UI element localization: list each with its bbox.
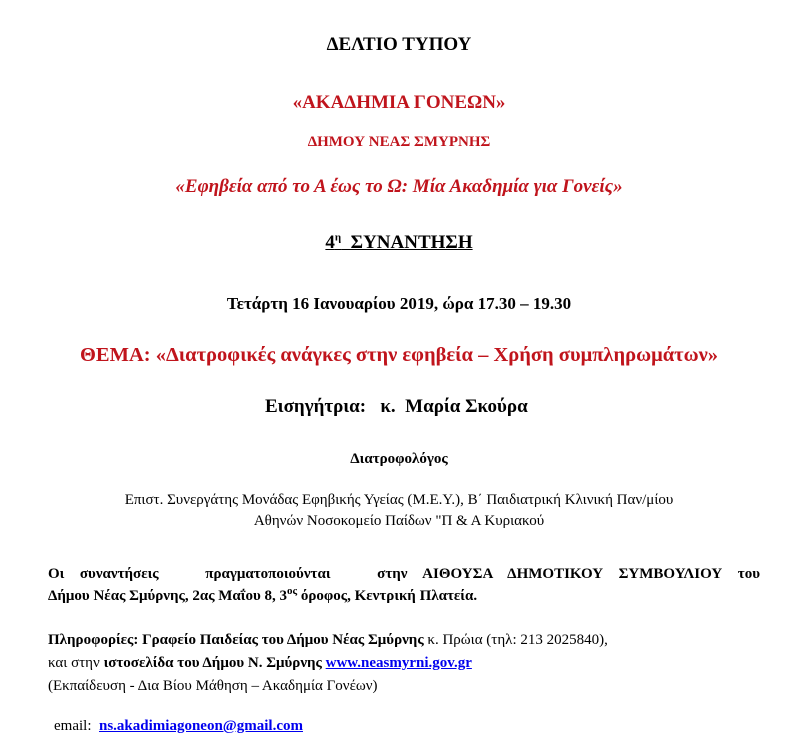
document-heading: ΔΕΛΤΙΟ ΤΥΠΟΥ [326, 34, 472, 55]
venue-line-2 [48, 585, 478, 605]
venue-address: Δήμου Νέας Σμύρνης, 2ας Μαΐου 8, 3 [48, 588, 287, 604]
website-label: ιστοσελίδα του Δήμου Ν. Σμύρνης [103, 655, 322, 671]
website-link[interactable]: www.neasmyrni.gov.gr [325, 655, 472, 671]
topic-title: ΘΕΜΑ: «Διατροφικές ανάγκες στην εφηβεία – Χρήση συμπληρωμάτων» [79, 344, 719, 366]
email-link[interactable]: ns.akadimiagoneon@gmail.com [99, 718, 303, 734]
speaker-role: Διατροφολόγος [350, 451, 448, 467]
website-path: (Εκπαίδευση - Δια Βίου Μάθηση – Ακαδημία Γονέων) [48, 678, 378, 694]
info-line [48, 632, 608, 649]
speaker-affiliation-line1: Επιστ. Συνεργάτης Μονάδας Εφηβικής Υγείας (Μ.Ε.Υ.), Β΄ Παιδιατρική Κλινική Παν/μίου [124, 492, 674, 508]
info-contact: κ. Πρώια (τηλ: 213 2025840), [423, 632, 608, 648]
website-intro: και στην [48, 655, 104, 671]
municipality-subtitle: ΔΗΜΟΥ ΝΕΑΣ ΣΜΥΡΝΗΣ [307, 134, 491, 150]
website-line [48, 655, 472, 672]
meeting-heading-underlined [325, 232, 472, 253]
meeting-number: 4 [325, 232, 335, 253]
speaker-affiliation-line2: Αθηνών Νοσοκομείο Παίδων "Π & Α Κυριακού [253, 513, 545, 529]
venue-floor: όροφος, Κεντρική Πλατεία. [297, 588, 478, 604]
email-line [54, 718, 303, 735]
email-label: email: [54, 718, 99, 734]
event-date-time: Τετάρτη 16 Ιανουαρίου 2019, ώρα 17.30 – 19.30 [226, 294, 572, 313]
info-office: Πληροφορίες: Γραφείο Παιδείας του Δήμου Νέας Σμύρνης [48, 632, 424, 648]
meeting-heading [0, 232, 798, 254]
floor-ordinal-sup: ος [287, 585, 298, 597]
meeting-label: ΣΥΝΑΝΤΗΣΗ [341, 232, 473, 253]
series-title: «Εφηβεία από το Α έως το Ω: Μία Ακαδημία για Γονείς» [175, 176, 623, 197]
speaker-name: Εισηγήτρια: κ. Μαρία Σκούρα [265, 396, 528, 417]
meeting-ordinal-sup: η [334, 231, 342, 244]
program-title: «ΑΚΑΔΗΜΙΑ ΓΟΝΕΩΝ» [292, 92, 506, 113]
venue-line-1: Οι συναντήσεις πραγματοποιούνται στην ΑΙΘΟΥΣΑ ΔΗΜΟΤΙΚΟΥ ΣΥΜΒΟΥΛΙΟΥ του [48, 566, 760, 582]
